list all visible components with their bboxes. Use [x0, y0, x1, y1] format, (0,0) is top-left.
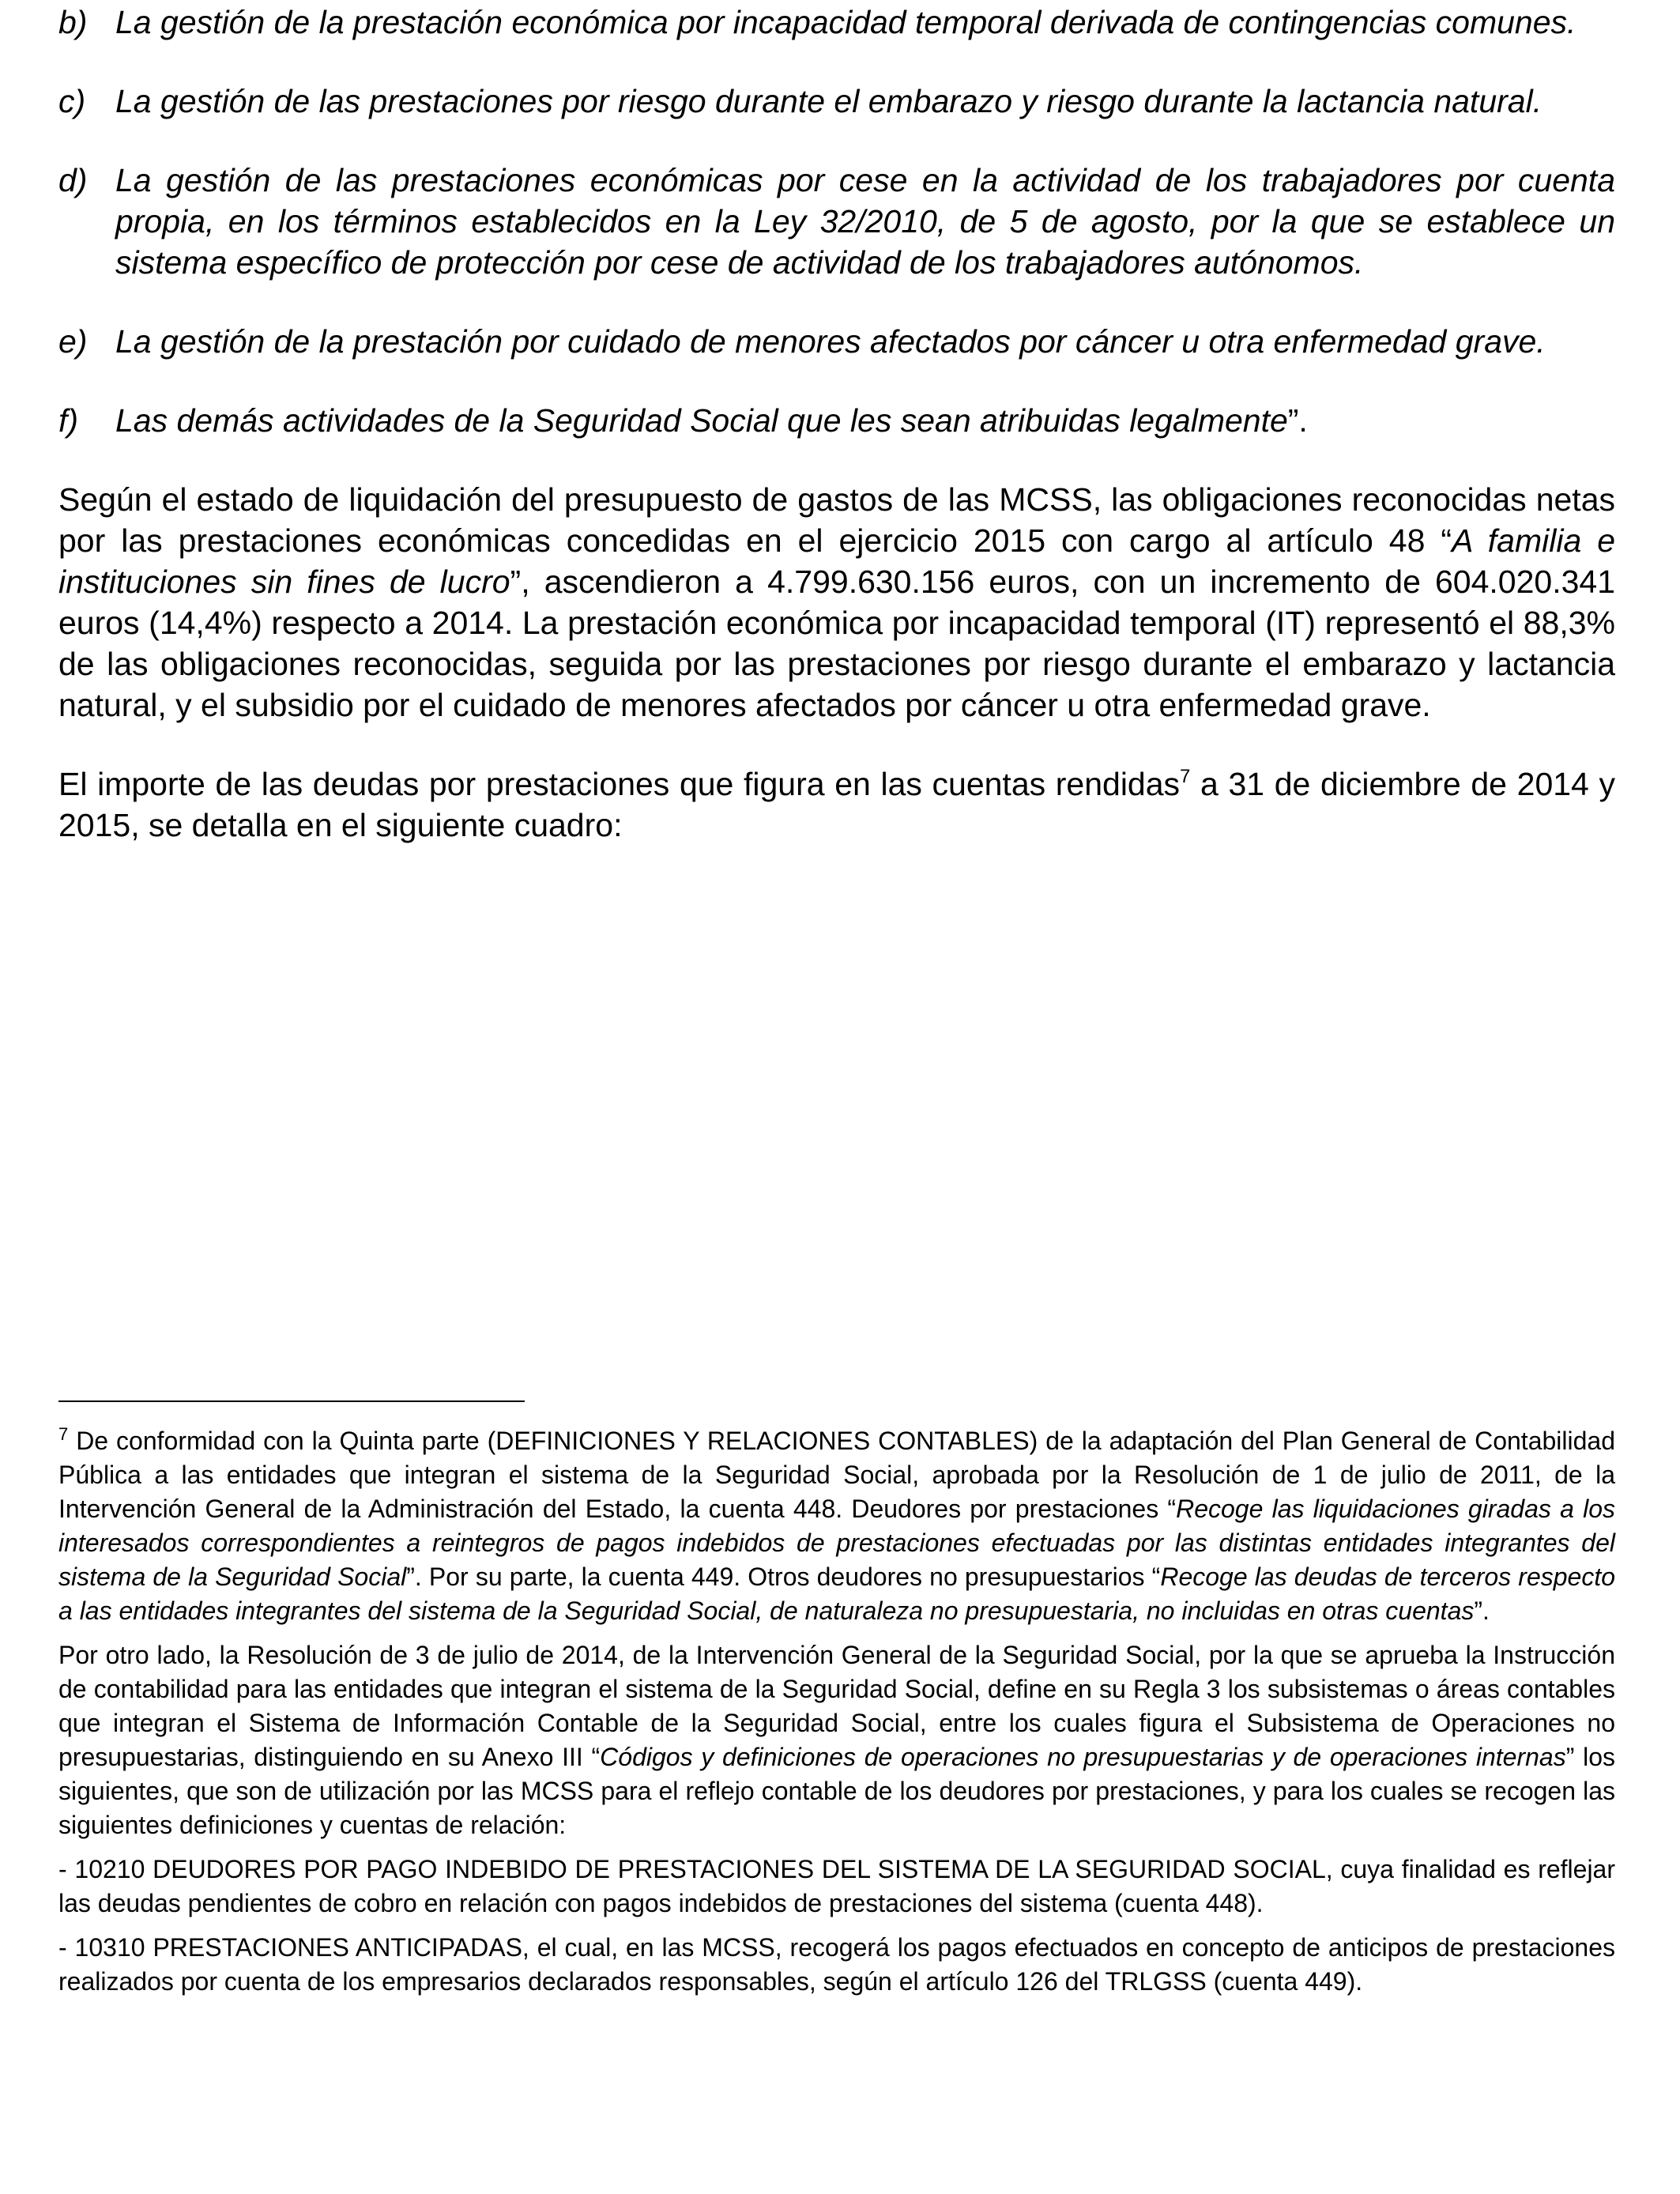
paragraph-obligaciones [58, 479, 1615, 726]
footnote-reference[interactable]: 7 [1180, 766, 1191, 787]
footnotes [58, 1424, 1615, 2009]
list-item-d [58, 160, 1615, 283]
paragraph-italic-text: A familia e instituciones sin fines de lucro [58, 522, 1615, 600]
footnote-separator [58, 1400, 525, 1402]
list-item-text: La gestión de las prestaciones por riesgo durante el embarazo y riesgo durante la lactancia natural. [115, 83, 1543, 119]
list-item-e [58, 321, 1615, 362]
closing-quote: ”. [1287, 402, 1308, 439]
footnote-number: 7 [58, 1424, 69, 1444]
document-page [58, 0, 1615, 878]
footnote-text: ”. Por su parte, la cuenta 449. Otros deudores no presupuestarios “ [406, 1563, 1161, 1591]
list-item-text: La gestión de la prestación económica por incapacidad temporal derivada de contingencias comunes. [115, 4, 1576, 40]
paragraph-text: ”, ascendieron a 4.799.630.156 euros, con un incremento de 604.020.341 euros (14,4%) respecto a 2014. La prestación económica por incapacidad temporal (IT) representó el 88,3% de las obligaciones reconocidas, seguida por las prestaciones por riesgo durante el embarazo y lactancia natural, y el subsidio por el cuidado de menores afectados por cáncer u otra enfermedad grave. [58, 564, 1616, 723]
list-marker: d) [58, 162, 88, 198]
paragraph-text: El importe de las deudas por prestaciones que figura en las cuentas rendidas [58, 766, 1181, 802]
footnote-text: - 10310 PRESTACIONES ANTICIPADAS, el cual, en las MCSS, recogerá los pagos efectuados en concepto de anticipos de prestaciones realizados por cuenta de los empresarios declarados responsables, según el artículo 126 del TRLGSS (cuenta 449). [58, 1933, 1615, 1996]
footnote-paragraph [58, 1931, 1615, 1999]
footnote-text: De conformidad con la Quinta parte (DEFINICIONES Y RELACIONES CONTABLES) de la adaptación del Plan General de Contabilidad Pública a las entidades que integran el sistema de la Seguridad Social, aprobada por la Resolución de 1 de julio de 2011, de la Intervención General de la Administración del Estado, la cuenta 448. Deudores por prestaciones “ [58, 1427, 1615, 1523]
list-marker: e) [58, 323, 88, 360]
footnote-italic-text: Recoge las liquidaciones giradas a los interesados correspondientes a reintegros de pagos indebidos de prestaciones efectuadas por las distintas entidades integrantes del sistema de la Seguridad Social [58, 1495, 1616, 1591]
list-marker: c) [58, 83, 86, 119]
list-marker: b) [58, 4, 88, 40]
footnote-italic-text: Códigos y definiciones de operaciones no presupuestarias y de operaciones internas [600, 1743, 1566, 1771]
footnote-text: ” los siguientes, que son de utilización por las MCSS para el reflejo contable de los deudores por prestaciones, y para los cuales se recogen las siguientes definiciones y cuentas de relación: [58, 1743, 1616, 1839]
list-item-f [58, 400, 1615, 441]
paragraph-deudas [58, 763, 1615, 846]
list-item-text: La gestión de las prestaciones económicas por cese en la actividad de los trabajadores por cuenta propia, en los términos establecidos en la Ley 32/2010, de 5 de agosto, por la que se establece un sistema específico de protección por cese de actividad de los trabajadores autónomos. [115, 162, 1615, 281]
footnote-text: Por otro lado, la Resolución de 3 de julio de 2014, de la Intervención General de la Seguridad Social, por la que se aprueba la Instrucción de contabilidad para las entidades que integran el sistema de la Seguridad Social, define en su Regla 3 los subsistemas o áreas contables que integran el Sistema de Información Contable de la Seguridad Social, entre los cuales figura el Subsistema de Operaciones no presupuestarias, distinguiendo en su Anexo III “ [58, 1641, 1615, 1771]
footnote-italic-text: Recoge las deudas de terceros respecto a las entidades integrantes del sistema de la Seguridad Social, de naturaleza no presupuestaria, no incluidas en otras cuentas [58, 1563, 1616, 1625]
footnote-text: ”. [1474, 1596, 1490, 1625]
list-item-text: Las demás actividades de la Seguridad Social que les sean atribuidas legalmente [115, 402, 1288, 439]
list-marker: f) [58, 402, 79, 439]
footnote-text: - 10210 DEUDORES POR PAGO INDEBIDO DE PRESTACIONES DEL SISTEMA DE LA SEGURIDAD SOCIAL, cuya finalidad es reflejar las deudas pendientes de cobro en relación con pagos indebidos de prestaciones del sistema (cuenta 448). [58, 1855, 1615, 1917]
list-item-b [58, 2, 1615, 43]
list-item-text: La gestión de la prestación por cuidado de menores afectados por cáncer u otra enfermedad grave. [115, 323, 1546, 360]
paragraph-text: a 31 de diciembre de 2014 y 2015, se detalla en el siguiente cuadro: [58, 766, 1615, 843]
footnote-paragraph [58, 1638, 1615, 1842]
list-item-c [58, 81, 1615, 122]
footnote-paragraph [58, 1853, 1615, 1921]
paragraph-text: Según el estado de liquidación del presupuesto de gastos de las MCSS, las obligaciones reconocidas netas por las prestaciones económicas concedidas en el ejercicio 2015 con cargo al artículo 48 “ [58, 481, 1615, 559]
footnote-7 [58, 1424, 1615, 1628]
